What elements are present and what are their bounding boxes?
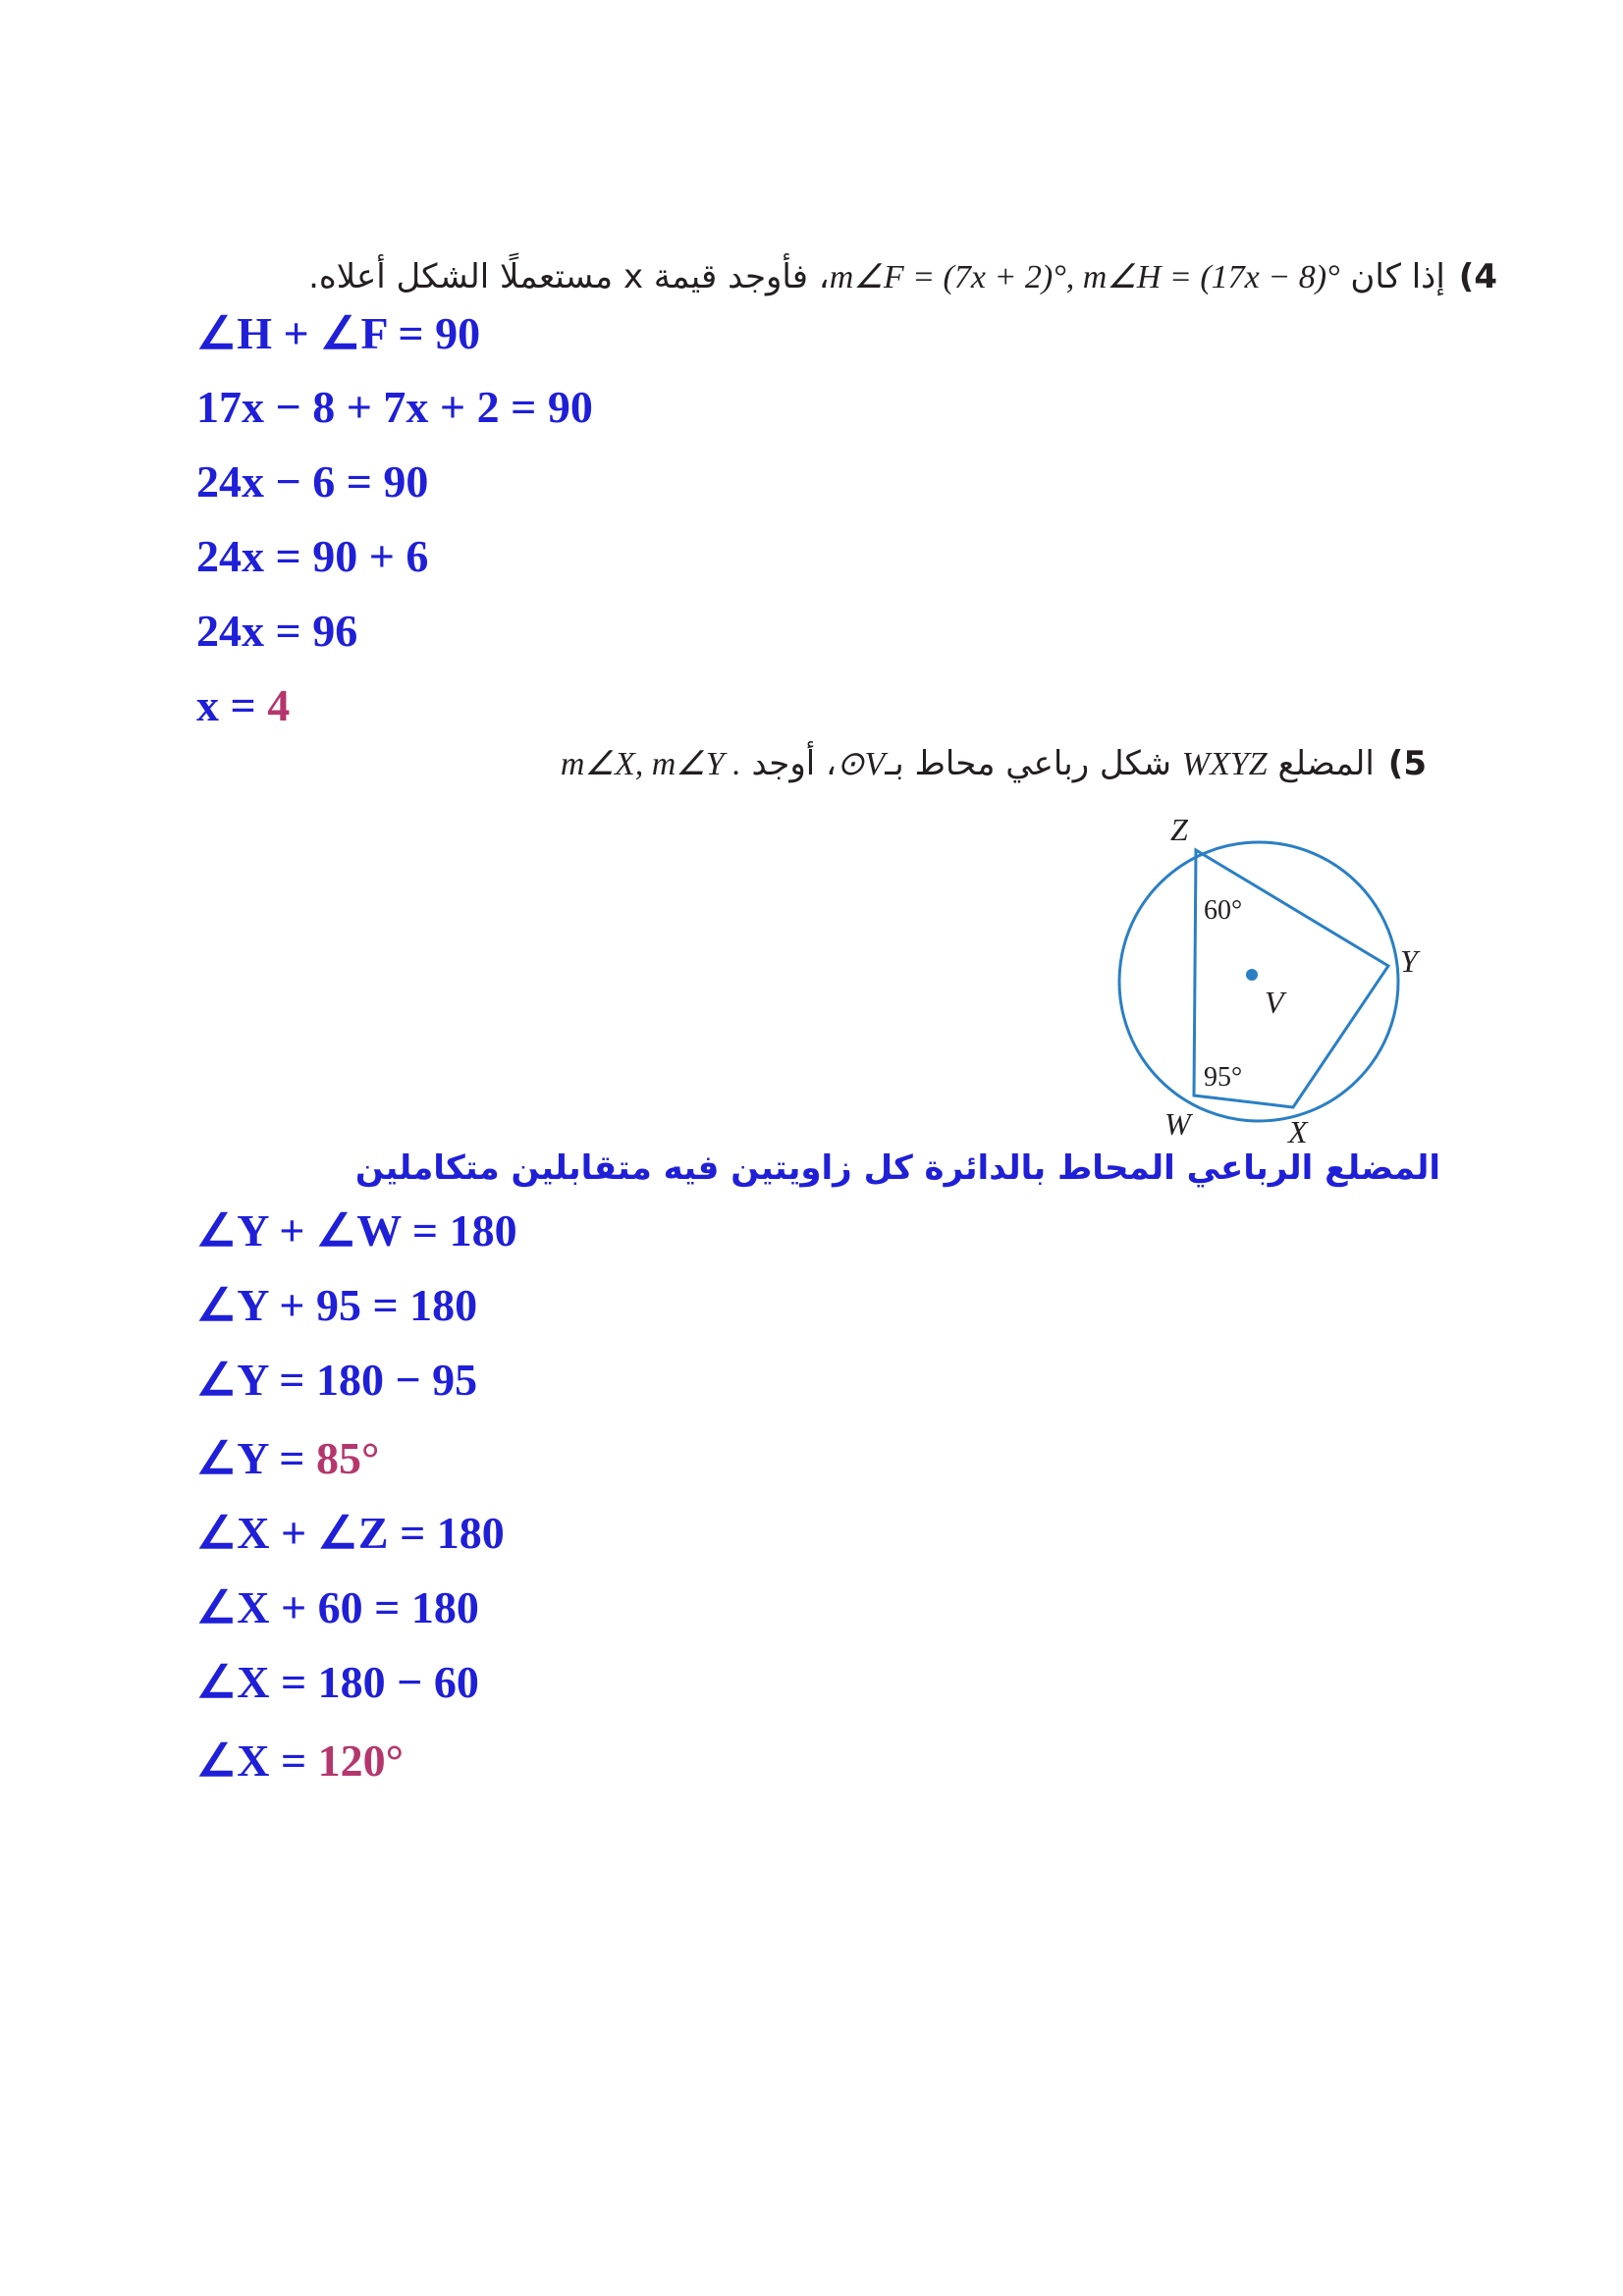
q5-step-6: ∠X + 60 = 180: [196, 1582, 479, 1632]
question-4-math: m∠F = (7x + 2)°, m∠H = (17x − 8)°: [829, 259, 1340, 295]
q4-step-1: ∠H + ∠F = 90: [196, 308, 481, 358]
q4-step-2: 17x − 8 + 7x + 2 = 90: [196, 382, 593, 432]
question-4-text-before: إذا كان: [1339, 257, 1445, 296]
q5-explanation-note: المضلع الرباعي المحاط بالدائرة كل زاويتين فيه متقابلين متكاملين: [354, 1148, 1440, 1188]
q5-step-3: ∠Y = 180 − 95: [196, 1355, 478, 1405]
circle-name: ⊙V: [836, 746, 886, 782]
q5-step-2: ∠Y + 95 = 180: [196, 1280, 478, 1330]
circle-v: [1119, 842, 1398, 1121]
vertex-label-z: Z: [1170, 812, 1188, 847]
question-4-number: 4): [1458, 257, 1497, 296]
vertex-label-y: Y: [1400, 943, 1418, 979]
inscribed-quadrilateral-figure: [1090, 805, 1463, 1158]
polygon-name: WXYZ: [1181, 746, 1268, 782]
q5-answer-y: ∠Y = 85°: [196, 1433, 380, 1483]
vertex-label-w: W: [1164, 1106, 1191, 1142]
question-5-math: m∠X, m∠Y .: [560, 746, 741, 782]
q4-step-3: 24x − 6 = 90: [196, 456, 429, 507]
question-4-text-after: ، فأوجد قيمة x مستعملًا الشكل أعلاه.: [308, 257, 830, 296]
q4-step-5: 24x = 96: [196, 606, 358, 656]
angle-w-label: 95°: [1204, 1062, 1243, 1093]
q5-answer-x: ∠X = 120°: [196, 1735, 405, 1786]
q4-step-4: 24x = 90 + 6: [196, 531, 429, 581]
question-4: [308, 257, 1497, 296]
center-label-v: V: [1265, 985, 1284, 1020]
question-5-number: 5): [1387, 744, 1427, 783]
q5-step-7: ∠X = 180 − 60: [196, 1657, 479, 1707]
vertex-label-x: X: [1288, 1114, 1308, 1149]
q5-step-1: ∠Y + ∠W = 180: [196, 1205, 517, 1255]
q4-answer: x = 4: [196, 680, 291, 730]
angle-z-label: 60°: [1204, 895, 1243, 926]
q5-step-5: ∠X + ∠Z = 180: [196, 1508, 505, 1558]
center-point: [1246, 969, 1258, 981]
question-5: 5)المضلع WXYZ شكل رباعي محاط بـ⊙V، أوجد m∠X, m∠Y .: [560, 744, 1427, 783]
